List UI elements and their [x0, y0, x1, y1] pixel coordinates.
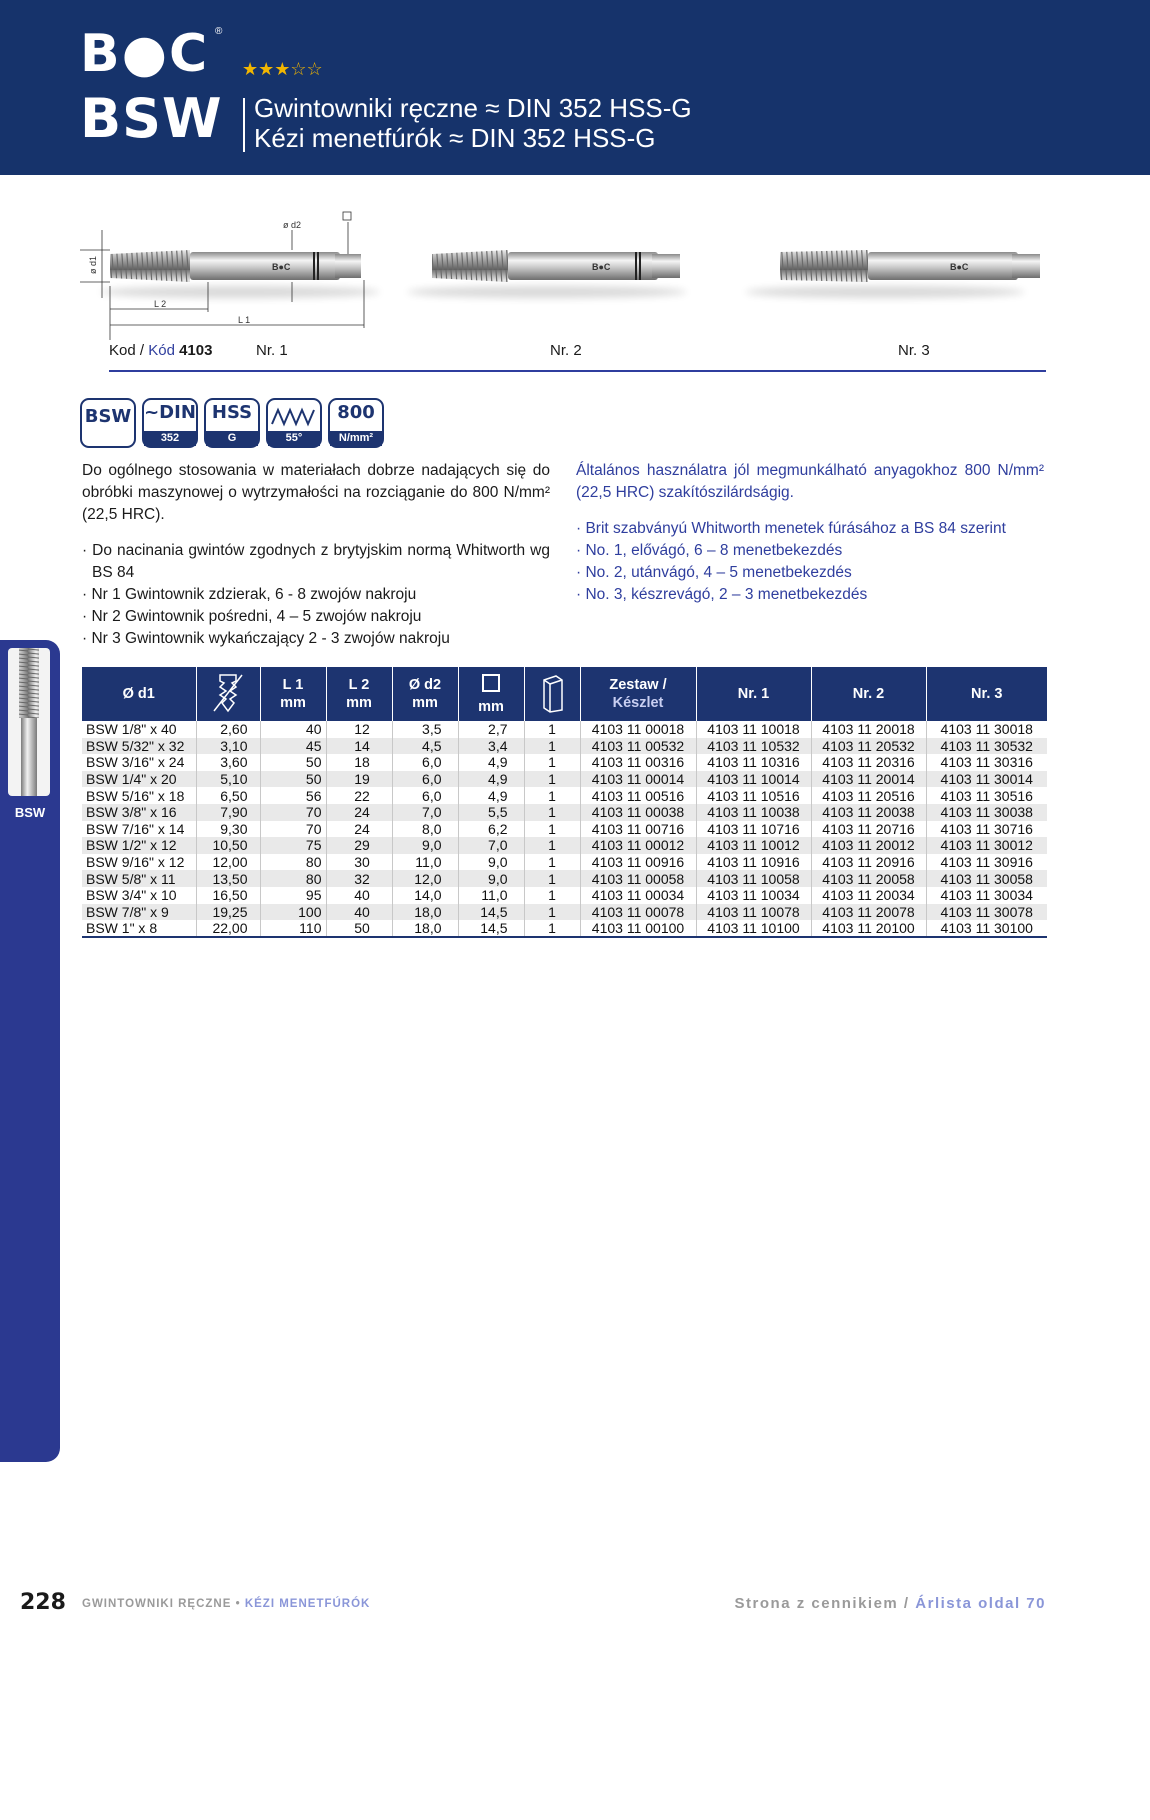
- badge-sublabel: N/mm²: [330, 431, 382, 446]
- cell-nr1-code: 4103 11 10034: [696, 887, 811, 904]
- cell-d1: 13,50: [196, 870, 260, 887]
- col-set-pl: Zestaw /: [609, 677, 667, 693]
- cell-nr2-code: 4103 11 20516: [811, 787, 926, 804]
- cell-l1: 45: [260, 738, 326, 755]
- thread-profile-icon: [268, 402, 320, 432]
- cell-nr1-code: 4103 11 10716: [696, 821, 811, 838]
- cell-nr2-code: 4103 11 20532: [811, 738, 926, 755]
- cell-square: 6,2: [458, 821, 524, 838]
- cell-square: 14,5: [458, 920, 524, 937]
- cell-size: BSW 3/16" x 24: [82, 754, 196, 771]
- cell-l1: 110: [260, 920, 326, 937]
- cell-size: BSW 3/8" x 16: [82, 804, 196, 821]
- table-row: [82, 754, 1047, 771]
- cell-pack: 1: [524, 754, 580, 771]
- list-item: · No. 2, utánvágó, 4 – 5 menetbekezdés: [576, 564, 852, 581]
- cell-nr1-code: 4103 11 10532: [696, 738, 811, 755]
- page-number: 228: [20, 1590, 66, 1615]
- dim-l2-label: L 2: [154, 299, 167, 309]
- cell-l2: 19: [326, 771, 392, 788]
- side-tab-vertical-text: [30, 1617, 68, 1820]
- cell-size: BSW 1/4" x 20: [82, 771, 196, 788]
- cell-l2: 24: [326, 804, 392, 821]
- tap-nr3-image: [745, 250, 1040, 298]
- caption-nr3: Nr. 3: [898, 342, 930, 359]
- list-item: · No. 1, elővágó, 6 – 8 menetbekezdés: [576, 542, 843, 559]
- package-icon: [538, 670, 566, 714]
- cell-l2: 29: [326, 837, 392, 854]
- side-tab-label: BSW: [14, 805, 46, 820]
- table-row: [82, 904, 1047, 921]
- cell-l1: 80: [260, 854, 326, 871]
- col-drill-icon: [196, 667, 260, 721]
- table-row: [82, 887, 1047, 904]
- cell-d1: 22,00: [196, 920, 260, 937]
- col-l2-label: L 2: [348, 677, 370, 693]
- cell-d1: 3,10: [196, 738, 260, 755]
- cell-d1: 6,50: [196, 787, 260, 804]
- badge-label: HSS: [211, 402, 253, 423]
- col-set: [580, 667, 696, 721]
- cell-nr3-code: 4103 11 30532: [926, 738, 1047, 755]
- cell-pack: 1: [524, 771, 580, 788]
- footer-section: [82, 1598, 370, 1610]
- cell-nr3-code: 4103 11 30316: [926, 754, 1047, 771]
- cell-nr2-code: 4103 11 20012: [811, 837, 926, 854]
- cell-d1: 7,90: [196, 804, 260, 821]
- dim-d1-label: ø d1: [88, 255, 98, 274]
- cell-d2: 6,0: [392, 754, 458, 771]
- list-item: · No. 3, készrevágó, 2 – 3 menetbekezdés: [576, 586, 868, 603]
- cell-square: 4,9: [458, 771, 524, 788]
- cell-d1: 9,30: [196, 821, 260, 838]
- cell-set-code: 4103 11 00078: [580, 904, 696, 921]
- cell-size: BSW 1/2" x 12: [82, 837, 196, 854]
- cell-l2: 40: [326, 904, 392, 921]
- list-item: · Do nacinania gwintów zgodnych z brytyjskim normą Whitworth wg BS 84: [82, 542, 550, 581]
- col-l1-label: L 1: [282, 677, 304, 693]
- cell-d2: 9,0: [392, 837, 458, 854]
- cell-pack: 1: [524, 821, 580, 838]
- col-set-hu: Készlet: [612, 695, 664, 711]
- cell-d1: 5,10: [196, 771, 260, 788]
- cell-nr3-code: 4103 11 30100: [926, 920, 1047, 937]
- cell-size: BSW 7/8" x 9: [82, 904, 196, 921]
- tap-engraving: B●C: [950, 262, 969, 272]
- cell-size: BSW 1/8" x 40: [82, 721, 196, 738]
- caption-nr1: Nr. 1: [256, 342, 288, 359]
- intro-pl: Do ogólnego stosowania w materiałach dobrze nadających się do obróbki maszynowej o wytrzymałości na rozciąganie do 800 N/mm² (22,5 HRC).: [82, 462, 550, 523]
- table-row: [82, 738, 1047, 755]
- side-tab-line-hu: KÉZI MENETFÚRÓK: [49, 1649, 68, 1820]
- cell-nr2-code: 4103 11 20916: [811, 854, 926, 871]
- cell-nr1-code: 4103 11 10516: [696, 787, 811, 804]
- code-label-pl: Kod: [109, 342, 136, 359]
- bullet-list-pl: [82, 540, 550, 650]
- badge-hss: [204, 398, 260, 448]
- cell-nr2-code: 4103 11 20018: [811, 721, 926, 738]
- cell-size: BSW 5/8" x 11: [82, 870, 196, 887]
- drill-bit-icon: [212, 671, 244, 713]
- table-body: [82, 721, 1047, 937]
- cell-nr2-code: 4103 11 20078: [811, 904, 926, 921]
- col-d1: Ø d1: [82, 667, 196, 721]
- table-row: [82, 804, 1047, 821]
- cell-nr3-code: 4103 11 30078: [926, 904, 1047, 921]
- badge-sublabel: G: [206, 431, 258, 446]
- page-header: [0, 0, 1150, 175]
- cell-set-code: 4103 11 00916: [580, 854, 696, 871]
- cell-l2: 18: [326, 754, 392, 771]
- star-empty-icon: ☆☆: [290, 59, 323, 79]
- col-d2-unit: mm: [412, 695, 438, 711]
- cell-size: BSW 3/4" x 10: [82, 887, 196, 904]
- cell-nr3-code: 4103 11 30038: [926, 804, 1047, 821]
- cell-d2: 6,0: [392, 771, 458, 788]
- cell-size: BSW 9/16" x 12: [82, 854, 196, 871]
- footer-section-pl: GWINTOWNIKI RĘCZNE: [82, 1598, 232, 1610]
- divider: [109, 370, 1046, 372]
- badge-bsw: [80, 398, 136, 448]
- footer-price-hu: Árlista oldal 70: [915, 1595, 1046, 1612]
- table-row: [82, 870, 1047, 887]
- table-row: [82, 837, 1047, 854]
- col-square-unit: mm: [478, 698, 504, 715]
- cell-nr1-code: 4103 11 10014: [696, 771, 811, 788]
- cell-nr1-code: 4103 11 10916: [696, 854, 811, 871]
- dim-d2-label: ø d2: [283, 220, 302, 230]
- cell-square: 11,0: [458, 887, 524, 904]
- badge-sublabel: 352: [144, 431, 196, 446]
- badge-label: BSW: [84, 406, 132, 427]
- cell-set-code: 4103 11 00012: [580, 837, 696, 854]
- badge-sublabel: 55°: [268, 431, 320, 446]
- cell-nr3-code: 4103 11 30916: [926, 854, 1047, 871]
- cell-pack: 1: [524, 920, 580, 937]
- cell-set-code: 4103 11 00716: [580, 821, 696, 838]
- cell-d2: 14,0: [392, 887, 458, 904]
- badge-label: 800: [337, 402, 375, 423]
- cell-d2: 8,0: [392, 821, 458, 838]
- cell-nr2-code: 4103 11 20038: [811, 804, 926, 821]
- cell-d2: 18,0: [392, 920, 458, 937]
- cell-nr3-code: 4103 11 30012: [926, 837, 1047, 854]
- tap-nr1-image: [100, 250, 380, 298]
- cell-nr2-code: 4103 11 20100: [811, 920, 926, 937]
- cell-size: BSW 1" x 8: [82, 920, 196, 937]
- brand-logo: B●C: [80, 24, 210, 84]
- col-nr1: Nr. 1: [696, 667, 811, 721]
- cell-l1: 95: [260, 887, 326, 904]
- cell-nr1-code: 4103 11 10038: [696, 804, 811, 821]
- cell-nr3-code: 4103 11 30034: [926, 887, 1047, 904]
- cell-square: 3,4: [458, 738, 524, 755]
- cell-set-code: 4103 11 00532: [580, 738, 696, 755]
- cell-pack: 1: [524, 870, 580, 887]
- cell-d1: 12,00: [196, 854, 260, 871]
- cell-nr1-code: 4103 11 10078: [696, 904, 811, 921]
- cell-l1: 70: [260, 804, 326, 821]
- footer-price-sep: /: [898, 1595, 916, 1612]
- cell-nr3-code: 4103 11 30516: [926, 787, 1047, 804]
- cell-l2: 50: [326, 920, 392, 937]
- tap-engraving: B●C: [592, 262, 611, 272]
- cell-square: 5,5: [458, 804, 524, 821]
- cell-nr1-code: 4103 11 10316: [696, 754, 811, 771]
- cell-nr2-code: 4103 11 20716: [811, 821, 926, 838]
- cell-square: 7,0: [458, 837, 524, 854]
- side-tab-line-pl: GWINTOWNIKI RĘCZNE: [30, 1616, 49, 1820]
- cell-nr2-code: 4103 11 20014: [811, 771, 926, 788]
- cell-pack: 1: [524, 804, 580, 821]
- cell-pack: 1: [524, 721, 580, 738]
- list-item: · Nr 3 Gwintownik wykańczający 2 - 3 zwojów nakroju: [82, 630, 450, 647]
- cell-nr2-code: 4103 11 20034: [811, 887, 926, 904]
- cell-l2: 40: [326, 887, 392, 904]
- col-nr3: Nr. 3: [926, 667, 1047, 721]
- page-title-hu: Kézi menetfúrók ≈ DIN 352 HSS-G: [254, 123, 656, 153]
- cell-pack: 1: [524, 787, 580, 804]
- cell-nr1-code: 4103 11 10058: [696, 870, 811, 887]
- cell-pack: 1: [524, 738, 580, 755]
- cell-l1: 75: [260, 837, 326, 854]
- cell-l1: 50: [260, 754, 326, 771]
- description-hu: [576, 460, 1044, 606]
- cell-set-code: 4103 11 00058: [580, 870, 696, 887]
- tap-engraving: B●C: [272, 262, 291, 272]
- table-row: [82, 721, 1047, 738]
- list-item: · Nr 2 Gwintownik pośredni, 4 – 5 zwojów nakroju: [82, 608, 422, 625]
- cell-d1: 19,25: [196, 904, 260, 921]
- cell-nr1-code: 4103 11 10018: [696, 721, 811, 738]
- cell-d1: 16,50: [196, 887, 260, 904]
- cell-d1: 3,60: [196, 754, 260, 771]
- footer-dot: •: [231, 1598, 245, 1610]
- code-label-sep: /: [135, 342, 149, 359]
- footer-price-pl: Strona z cennikiem: [734, 1595, 899, 1612]
- list-item: · Brit szabványú Whitworth menetek fúrásához a BS 84 szerint: [576, 520, 1006, 537]
- cell-d1: 10,50: [196, 837, 260, 854]
- cell-size: BSW 5/16" x 18: [82, 787, 196, 804]
- cell-l1: 80: [260, 870, 326, 887]
- cell-nr3-code: 4103 11 30058: [926, 870, 1047, 887]
- cell-d2: 12,0: [392, 870, 458, 887]
- cell-pack: 1: [524, 904, 580, 921]
- cell-l2: 24: [326, 821, 392, 838]
- tap-drawings: [80, 210, 1048, 330]
- bullet-list-hu: [576, 518, 1044, 606]
- cell-set-code: 4103 11 00100: [580, 920, 696, 937]
- code-label-hu: Kód: [148, 342, 175, 359]
- cell-d2: 11,0: [392, 854, 458, 871]
- cell-nr3-code: 4103 11 30014: [926, 771, 1047, 788]
- col-d2-label: Ø d2: [408, 677, 442, 693]
- col-l1: [260, 667, 326, 721]
- cell-l1: 40: [260, 721, 326, 738]
- caption-nr2: Nr. 2: [550, 342, 582, 359]
- dimension-lines: [80, 222, 364, 340]
- cell-l2: 22: [326, 787, 392, 804]
- tap-nr2-image: [407, 250, 687, 298]
- cell-square: 9,0: [458, 854, 524, 871]
- cell-nr1-code: 4103 11 10100: [696, 920, 811, 937]
- cell-d2: 4,5: [392, 738, 458, 755]
- table-row: [82, 854, 1047, 871]
- dim-l1-label: L 1: [238, 315, 251, 325]
- cell-size: BSW 7/16" x 14: [82, 821, 196, 838]
- table-row: [82, 821, 1047, 838]
- cell-set-code: 4103 11 00038: [580, 804, 696, 821]
- list-item: · Nr 1 Gwintownik zdzierak, 6 - 8 zwojów nakroju: [82, 586, 417, 603]
- col-l2-unit: mm: [346, 695, 372, 711]
- cell-nr2-code: 4103 11 20316: [811, 754, 926, 771]
- page-title-pl: Gwintowniki ręczne ≈ DIN 352 HSS-G: [254, 93, 692, 123]
- table-row: [82, 787, 1047, 804]
- cell-d2: 18,0: [392, 904, 458, 921]
- footer-price-ref[interactable]: [735, 1595, 1046, 1612]
- col-square: [458, 667, 524, 721]
- tap-thumbnail: [8, 648, 50, 796]
- intro-hu: Általános használatra jól megmunkálható anyagokhoz 800 N/mm² (22,5 HRC) szakítószilárdságig.: [576, 462, 1044, 501]
- cell-d2: 6,0: [392, 787, 458, 804]
- cell-set-code: 4103 11 00018: [580, 721, 696, 738]
- registered-mark: ®: [215, 26, 223, 37]
- cell-pack: 1: [524, 887, 580, 904]
- product-table: [82, 667, 1047, 938]
- badge-strength: [328, 398, 384, 448]
- cell-nr3-code: 4103 11 30716: [926, 821, 1047, 838]
- cell-l2: 30: [326, 854, 392, 871]
- cell-set-code: 4103 11 00014: [580, 771, 696, 788]
- description-pl: [82, 460, 550, 650]
- rating-stars: [242, 60, 323, 78]
- cell-l1: 100: [260, 904, 326, 921]
- cell-set-code: 4103 11 00034: [580, 887, 696, 904]
- cell-l2: 14: [326, 738, 392, 755]
- product-code: BSW: [80, 87, 223, 150]
- badge-din: [142, 398, 198, 448]
- cell-size: BSW 5/32" x 32: [82, 738, 196, 755]
- cell-set-code: 4103 11 00316: [580, 754, 696, 771]
- cell-pack: 1: [524, 837, 580, 854]
- cell-l1: 56: [260, 787, 326, 804]
- cell-square: 4,9: [458, 754, 524, 771]
- star-filled-icon: ★★★: [242, 59, 291, 79]
- code-number: 4103: [179, 342, 213, 359]
- cell-nr1-code: 4103 11 10012: [696, 837, 811, 854]
- cell-square: 9,0: [458, 870, 524, 887]
- col-l2: [326, 667, 392, 721]
- col-nr2: Nr. 2: [811, 667, 926, 721]
- col-d2: [392, 667, 458, 721]
- table-row: [82, 771, 1047, 788]
- cell-l1: 50: [260, 771, 326, 788]
- cell-set-code: 4103 11 00516: [580, 787, 696, 804]
- cell-pack: 1: [524, 854, 580, 871]
- cell-d2: 3,5: [392, 721, 458, 738]
- cell-nr2-code: 4103 11 20058: [811, 870, 926, 887]
- code-caption: [109, 342, 212, 359]
- col-l1-unit: mm: [280, 695, 306, 711]
- page-footer: [0, 1592, 1150, 1614]
- cell-l2: 12: [326, 721, 392, 738]
- cell-square: 4,9: [458, 787, 524, 804]
- spec-badges: [80, 398, 384, 448]
- cell-d1: 2,60: [196, 721, 260, 738]
- cell-d2: 7,0: [392, 804, 458, 821]
- badge-thread-angle: [266, 398, 322, 448]
- title-divider: [243, 98, 245, 152]
- table-row: [82, 920, 1047, 937]
- square-drive-icon: [343, 212, 351, 220]
- col-pack: [524, 667, 580, 721]
- cell-square: 2,7: [458, 721, 524, 738]
- table-header-row: [82, 667, 1047, 721]
- square-icon: [481, 673, 501, 693]
- badge-label: ~DIN: [144, 402, 196, 423]
- cell-l2: 32: [326, 870, 392, 887]
- footer-section-hu: KÉZI MENETFÚRÓK: [244, 1598, 371, 1610]
- cell-square: 14,5: [458, 904, 524, 921]
- cell-l1: 70: [260, 821, 326, 838]
- cell-nr3-code: 4103 11 30018: [926, 721, 1047, 738]
